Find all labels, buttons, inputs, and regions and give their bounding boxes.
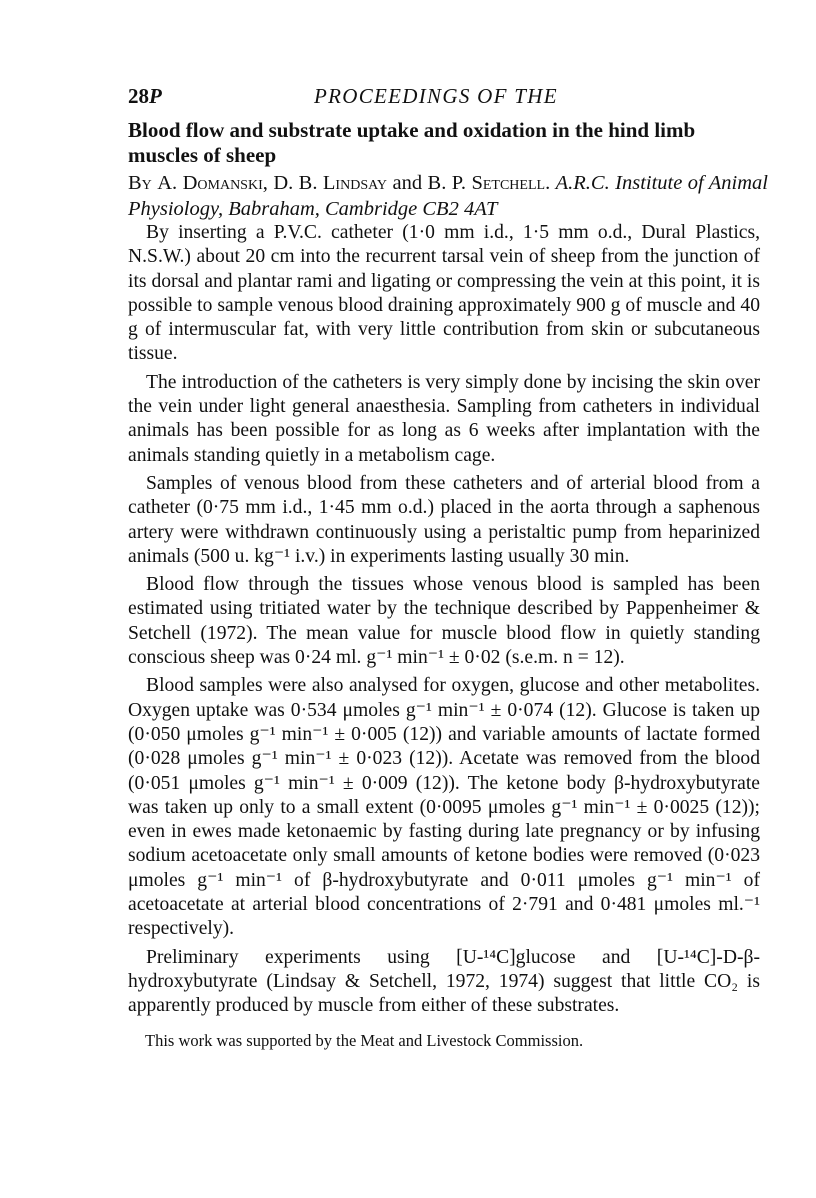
author-name: D. B. Lindsay: [273, 172, 388, 194]
acknowledgement: This work was supported by the Meat and Livestock Commission.: [145, 1031, 584, 1050]
article-title: Blood flow and substrate uptake and oxidation in the hind limb muscles of sheep: [128, 118, 696, 167]
paragraph: Blood flow through the tissues whose venous blood is sampled has been estimated using tritiated water by the technique described by Pappenheimer & Setchell (1972). The mean value for muscle blood flow in quietly standing conscious sheep was 0·24 ml. g⁻¹ min⁻¹ ± 0·02 (s.e.m. n = 12).: [128, 574, 760, 669]
byline: By A. Domanski, D. B. Lindsay and B. P. Setchell. A.R.C. Institute of Animal Physiology, Babraham, Cambridge CB2 4AT: [128, 172, 769, 220]
journal-title: PROCEEDINGS OF THE: [314, 84, 558, 108]
paragraph: Preliminary experiments using [U-¹⁴C]glucose and [U-¹⁴C]-D-β-hydroxybutyrate (Lindsay & Setchell, 1972, 1974) suggest that little CO₂ is apparently produced by muscle from either of these substrates.: [128, 946, 760, 1017]
paragraph: Blood samples were also analysed for oxygen, glucose and other metabolites. Oxygen uptake was 0·534 μmoles g⁻¹ min⁻¹ ± 0·074 (12). Glucose is taken up (0·050 μmoles g⁻¹ min⁻¹ ± 0·005 (12)) and variable amounts of lactate formed (0·028 μmoles g⁻¹ min⁻¹ ± 0·023 (12)). Acetate was removed from the blood (0·051 μmoles g⁻¹ min⁻¹ ± 0·009 (12)). The ketone body β-hydroxybutyrate was taken up only to a small extent (0·0095 μmoles g⁻¹ min⁻¹ ± 0·0025 (12)); even in ewes made ketonaemic by fasting during late pregnancy or by infusing sodium acetoacetate only small amounts of ketone bodies were removed (0·023 μmoles g⁻¹ min⁻¹ of β-hydroxybutyrate and 0·011 μmoles g⁻¹ min⁻¹ of acetoacetate at arterial blood concentrations of 2·791 and 0·481 μmoles ml.⁻¹ respectively).: [128, 675, 760, 940]
page-number: 28P: [128, 84, 162, 108]
author-name: B. P. Setchell: [427, 172, 546, 194]
by-prefix: By: [128, 172, 152, 194]
paragraph: Samples of venous blood from these catheters and of arterial blood from a catheter (0·75 mm i.d., 1·45 mm o.d.) placed in the aorta through a saphenous artery were withdrawn continuously using a peristaltic pump from heparinized animals (500 u. kg⁻¹ i.v.) in experiments lasting usually 30 min.: [128, 472, 760, 567]
paragraph: By inserting a P.V.C. catheter (1·0 mm i.d., 1·5 mm o.d., Dural Plastics, N.S.W.) about 20 cm into the recurrent tarsal vein of sheep from the junction of its dorsal and plantar rami and ligating or compressing the vein at this point, it is possible to sample venous blood draining approximately 900 g of muscle and 40 g of intermuscular fat, with very little contribution from skin or subcutaneous tissue.: [128, 222, 760, 365]
author-name: A. Domanski: [157, 172, 263, 194]
article-body: [128, 221, 760, 1019]
paragraph: The introduction of the catheters is very simply done by incising the skin over the vein under light general anaesthesia. Sampling from catheters in individual animals has been possible for as long as 6 weeks after implantation with the animals standing quietly in a metabolism cage.: [128, 371, 760, 466]
affiliation: A.R.C. Institute of Animal Physiology, Babraham, Cambridge CB2 4AT: [128, 172, 769, 220]
